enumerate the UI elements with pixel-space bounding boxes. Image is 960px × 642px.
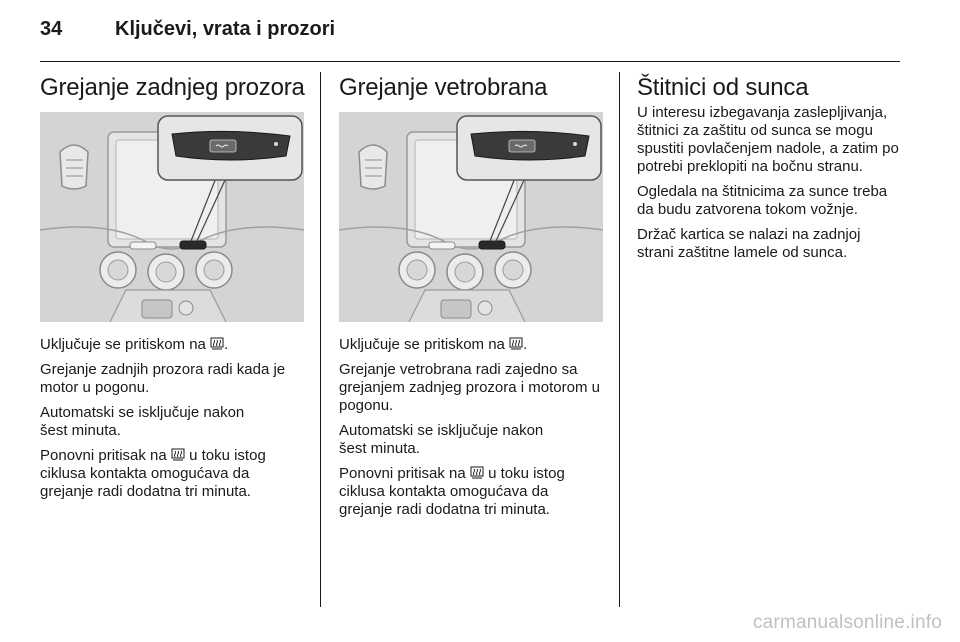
header-rule (40, 61, 900, 62)
paragraph: Automatski se isključuje nakon šest minuta. (40, 404, 245, 439)
chapter-title: Ključevi, vrata i prozori (115, 18, 336, 40)
paragraph: Ponovni pritisak na u toku istog ciklusa kontakta omogućava da grejanje radi dodatna tri minuta. (40, 447, 266, 500)
windscreen-defrost-icon (509, 337, 523, 350)
section-heading: Štitnici od sunca (637, 74, 809, 101)
dashboard-illustration (40, 112, 304, 322)
section-heading: Grejanje vetrobrana (339, 74, 548, 101)
column-rear-window-heating (40, 74, 306, 508)
column-windscreen-heating (339, 74, 605, 526)
dashboard-illustration (339, 112, 603, 322)
rear-defrost-icon (210, 337, 224, 350)
paragraph: Grejanje vetrobrana radi zajedno sa grejanjem zadnjeg prozora i motorom u pogonu. (339, 361, 600, 414)
windscreen-defrost-icon (470, 466, 484, 479)
section-heading: Grejanje zadnjeg prozora (40, 74, 305, 101)
page-number: 34 (40, 18, 63, 40)
column-sun-visors (637, 74, 903, 269)
column-divider (619, 72, 620, 607)
paragraph: U interesu izbegavanja zaslepljivanja, štitnici za zaštitu od sunca se mogu spustiti povlačenjem nadole, a zatim po potrebi preklopiti na bočnu stranu. (637, 104, 899, 175)
paragraph: Ponovni pritisak na u toku istog ciklusa kontakta omogućava da grejanje radi dodatna tri minuta. (339, 465, 565, 518)
paragraph: Uključuje se pritiskom na . (339, 336, 528, 353)
column-divider (320, 72, 321, 607)
rear-defrost-icon (171, 448, 185, 461)
paragraph: Držač kartica se nalazi na zadnjoj strani zaštitne lamele od sunca. (637, 226, 861, 261)
paragraph: Grejanje zadnjih prozora radi kada je motor u pogonu. (40, 361, 286, 396)
paragraph: Uključuje se pritiskom na . (40, 336, 229, 353)
paragraph: Automatski se isključuje nakon šest minuta. (339, 422, 544, 457)
watermark: carmanualsonline.info (752, 612, 942, 633)
paragraph: Ogledala na štitnicima za sunce treba da budu zatvorena tokom vožnje. (637, 183, 888, 218)
